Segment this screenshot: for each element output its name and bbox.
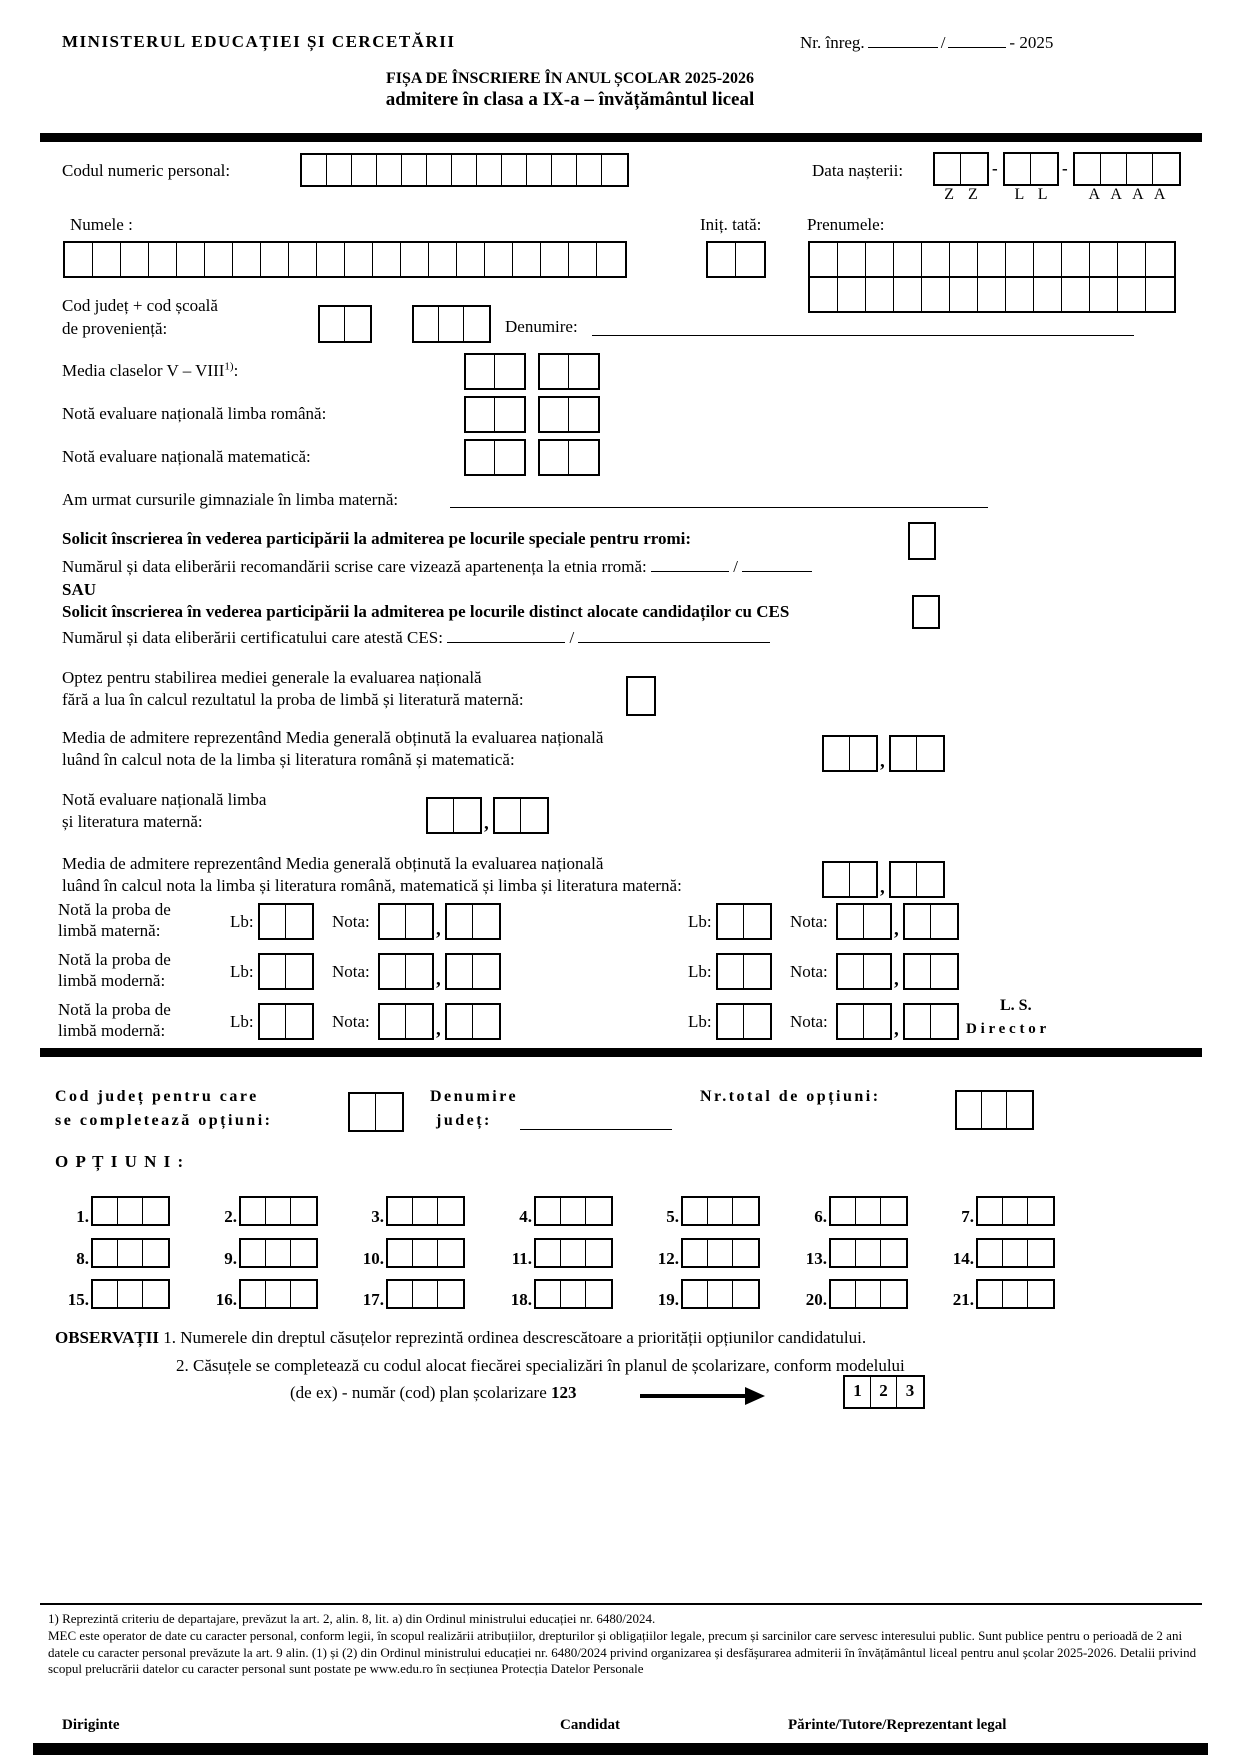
nota-limba-materna-int-cells[interactable] [426, 797, 482, 834]
option-item[interactable] [203, 1238, 318, 1268]
option-cells[interactable] [829, 1238, 908, 1268]
rromi-detail-line: Numărul și data eliberării recomandării scrise care vizează apartenența la etnia rromă: / [62, 556, 812, 577]
decimal-comma: , [880, 751, 885, 772]
school-name-blank[interactable] [592, 316, 1134, 336]
option-cells[interactable] [91, 1196, 170, 1226]
birth-hint-day: Z Z [944, 186, 978, 203]
footnote-ref: 1) [224, 360, 234, 373]
optez-label-line2: fără a lua în calcul rezultatul la proba de limbă și literatură maternă: [62, 690, 524, 709]
denumire-judet-blank[interactable] [520, 1110, 672, 1130]
birth-year-cells[interactable] [1073, 152, 1181, 186]
option-number: 4. [519, 1207, 532, 1227]
option-item[interactable] [55, 1238, 170, 1268]
option-cells[interactable] [681, 1279, 760, 1309]
registration-number-blank[interactable] [868, 35, 938, 48]
option-number: 12. [657, 1249, 679, 1269]
slash: / [940, 33, 946, 52]
proba2-right-nota-int-cells[interactable] [836, 953, 892, 990]
option-cells[interactable] [386, 1196, 465, 1226]
option-cells[interactable] [681, 1238, 760, 1268]
director-label: D i r e c t o r [966, 1021, 1047, 1037]
media-admitere1-int-cells[interactable] [822, 735, 878, 772]
option-number: 13. [805, 1249, 827, 1269]
ces-request-label: Solicit înscrierea în vederea participării la admiterea pe locurile distinct alocate candidaților cu CES [62, 602, 790, 621]
nota-label: Nota: [332, 912, 370, 931]
proba3-right-lb-cells[interactable] [716, 1003, 772, 1040]
decimal-comma: , [484, 813, 489, 834]
proba1-left-nota-dec-cells[interactable] [445, 903, 501, 940]
proba3-right-nota-dec-cells[interactable] [903, 1003, 959, 1040]
dash: - [992, 159, 998, 178]
lb-label: Lb: [230, 962, 254, 981]
media-admitere1-label-line2: luând în calcul nota de la limba și literatura română și matematică: [62, 750, 515, 769]
observatii-line1 [55, 1327, 866, 1348]
media-admitere2-int-cells[interactable] [822, 861, 878, 898]
county-code-cells[interactable] [318, 305, 372, 343]
option-number: 11. [511, 1249, 532, 1269]
slash: / [733, 557, 738, 576]
arrow-right-icon [640, 1394, 746, 1398]
proba2-left-nota-dec-cells[interactable] [445, 953, 501, 990]
option-number: 20. [805, 1290, 827, 1310]
option-item[interactable] [203, 1196, 318, 1226]
option-item[interactable] [940, 1196, 1055, 1226]
ces-date-blank[interactable] [578, 630, 770, 643]
lastname-cells[interactable] [63, 241, 627, 278]
lb-label: Lb: [688, 962, 712, 981]
option-number: 3. [371, 1207, 384, 1227]
nota-romana-int-cells[interactable] [464, 396, 526, 433]
father-initial-cells[interactable] [706, 241, 766, 278]
option-cells[interactable] [976, 1196, 1055, 1226]
media-v-viii-dec-cells[interactable] [538, 353, 600, 390]
proba2-left-lb-cells[interactable] [258, 953, 314, 990]
option-cells[interactable] [239, 1238, 318, 1268]
option-cells[interactable] [534, 1196, 613, 1226]
county-school-label-line1: Cod județ + cod școală [62, 296, 218, 315]
option-number: 21. [952, 1290, 974, 1310]
proba-label-materna: Notă la proba de limbă maternă: [58, 900, 171, 941]
cnp-cells[interactable] [300, 153, 629, 187]
registration-year: - 2025 [1009, 33, 1054, 52]
nota-matematica-int-cells[interactable] [464, 439, 526, 476]
rromi-request-label: Solicit înscrierea în vederea participării la admiterea pe locurile speciale pentru rromi: [62, 529, 692, 548]
option-number: 10. [362, 1249, 384, 1269]
decimal-comma: , [894, 1019, 899, 1040]
nota-romana-label: Notă evaluare națională limba română: [62, 404, 327, 423]
option-item[interactable] [793, 1238, 908, 1268]
nota-limba-materna-label-line1: Notă evaluare națională limba [62, 790, 267, 809]
option-item[interactable] [498, 1279, 613, 1309]
option-number: 18. [510, 1290, 532, 1310]
lb-label: Lb: [230, 1012, 254, 1031]
divider-bar-middle [40, 1048, 1202, 1057]
footnote-divider [40, 1603, 1202, 1605]
option-item[interactable] [498, 1196, 613, 1226]
registration-number-label: Nr. înreg. [800, 33, 865, 52]
option-item[interactable] [498, 1238, 613, 1268]
lastname-label: Numele : [70, 215, 133, 234]
option-cells[interactable] [386, 1279, 465, 1309]
footnote-1: 1) Reprezintă criteriu de departajare, prevăzut la art. 2, alin. 8, lit. a) din Ordinul ministrului educației nr. 6480/2024. [48, 1611, 656, 1626]
nota-matematica-label: Notă evaluare națională matematică: [62, 447, 311, 466]
observatii-example-code: 123 [551, 1383, 577, 1402]
option-number: 2. [224, 1207, 237, 1227]
proba3-left-nota-int-cells[interactable] [378, 1003, 434, 1040]
ces-detail-line: Numărul și data eliberării certificatului care atestă CES: / [62, 627, 770, 648]
observatii-title: OBSERVAȚII [55, 1328, 159, 1347]
option-item[interactable] [793, 1196, 908, 1226]
decimal-comma: , [880, 877, 885, 898]
decimal-comma: , [436, 919, 441, 940]
option-number: 8. [76, 1249, 89, 1269]
form-title-line2: admitere în clasa a IX-a – învățământul liceal [385, 89, 755, 110]
dash: - [1062, 159, 1068, 178]
option-cells[interactable] [976, 1279, 1055, 1309]
mother-tongue-blank[interactable] [450, 488, 988, 508]
sau-label: SAU [62, 580, 97, 599]
lb-label: Lb: [230, 912, 254, 931]
rromi-date-blank[interactable] [742, 559, 812, 572]
ces-number-blank[interactable] [447, 630, 565, 643]
optez-label-line1: Optez pentru stabilirea mediei generale la evaluarea națională [62, 668, 482, 687]
media-admitere1-label-line1: Media de admitere reprezentând Media generală obținută la evaluarea națională [62, 728, 604, 747]
option-item[interactable] [793, 1279, 908, 1309]
option-cells[interactable] [681, 1196, 760, 1226]
decimal-comma: , [894, 969, 899, 990]
nota-label: Nota: [332, 962, 370, 981]
slash: / [569, 628, 575, 647]
proba2-right-nota-dec-cells[interactable] [903, 953, 959, 990]
nota-romana-dec-cells[interactable] [538, 396, 600, 433]
option-number: 19. [657, 1290, 679, 1310]
media-v-viii-int-cells[interactable] [464, 353, 526, 390]
birth-hint-month: L L [1014, 186, 1048, 203]
proba2-right-lb-cells[interactable] [716, 953, 772, 990]
school-name-label: Denumire: [505, 317, 578, 336]
proba2-left-nota-int-cells[interactable] [378, 953, 434, 990]
optiuni-county-label-line2: se completează opțiuni: [55, 1112, 273, 1129]
option-number: 7. [961, 1207, 974, 1227]
option-cells[interactable] [534, 1238, 613, 1268]
birth-day-cells[interactable] [933, 152, 989, 186]
birth-hint-year: A A A A [1088, 186, 1166, 203]
ls-label: L. S. [1000, 997, 1032, 1014]
firstname-cells-row1[interactable] [808, 241, 1176, 278]
example-code-cells [843, 1375, 925, 1409]
option-item[interactable] [55, 1279, 170, 1309]
decimal-comma: , [894, 919, 899, 940]
media-admitere2-label-line2: luând în calcul nota la limba și literatura română, matematică și limba și literatura maternă: [62, 876, 682, 895]
registration-number-blank-2[interactable] [948, 35, 1006, 48]
media-admitere2-dec-cells[interactable] [889, 861, 945, 898]
proba-label-moderna-1: Notă la proba de limbă modernă: [58, 950, 171, 991]
registration-number-line [800, 33, 1053, 53]
option-item[interactable] [940, 1238, 1055, 1268]
option-item[interactable] [55, 1196, 170, 1226]
option-item[interactable] [645, 1238, 760, 1268]
birth-month-cells[interactable] [1003, 152, 1059, 186]
optiuni-title: O P Ț I U N I : [55, 1152, 185, 1171]
divider-bar-bottom [33, 1743, 1208, 1755]
signature-parinte: Părinte/Tutore/Reprezentant legal [788, 1717, 1007, 1733]
option-cells[interactable] [239, 1279, 318, 1309]
option-number: 17. [362, 1290, 384, 1310]
denumire-judet-label-line2: județ: [436, 1112, 492, 1129]
signature-candidat: Candidat [559, 1717, 621, 1733]
nota-limba-materna-dec-cells[interactable] [493, 797, 549, 834]
rromi-number-blank[interactable] [651, 559, 729, 572]
example-cell: 2 [871, 1377, 897, 1407]
proba3-left-lb-cells[interactable] [258, 1003, 314, 1040]
gdpr-text: MEC este operator de date cu caracter personal, conform legii, în scopul realizării atribuțiilor, drepturilor și obligațiilor legale, precum și sarcinilor care servesc interesului public. Sunt publice pentru o perioadă de 2 ani datele cu caracter personal prevăzute la art. 9 alin. (1) și (2) din Ordinul ministrului educației nr. 6480/2024 privind organizarea și desfășurarea admiterii în învățământul liceal pentru anul școlar 2025-2026. Detalii privind scopul prelucrării datelor cu caracter personal sunt postate pe www.edu.ro în secțiunea Protecția Datelor Personale [48, 1628, 1197, 1677]
total-optiuni-cells[interactable] [955, 1090, 1034, 1130]
option-item[interactable] [350, 1238, 465, 1268]
option-number: 5. [666, 1207, 679, 1227]
decimal-comma: , [436, 969, 441, 990]
option-cells[interactable] [534, 1279, 613, 1309]
lb-label: Lb: [688, 912, 712, 931]
mother-tongue-label: Am urmat cursurile gimnaziale în limba maternă: [62, 490, 399, 509]
nota-label: Nota: [790, 962, 828, 981]
option-cells[interactable] [91, 1279, 170, 1309]
option-item[interactable] [203, 1279, 318, 1309]
signature-diriginte: Diriginte [62, 1717, 120, 1733]
option-cells[interactable] [829, 1279, 908, 1309]
option-item[interactable] [645, 1196, 760, 1226]
option-item[interactable] [350, 1196, 465, 1226]
proba3-right-nota-int-cells[interactable] [836, 1003, 892, 1040]
option-item[interactable] [940, 1279, 1055, 1309]
optiuni-county-cells[interactable] [348, 1092, 404, 1132]
option-number: 15. [67, 1290, 89, 1310]
option-number: 6. [814, 1207, 827, 1227]
divider-bar-top [40, 133, 1202, 142]
example-cell: 1 [845, 1377, 871, 1407]
father-initial-label: Iniț. tată: [700, 215, 762, 234]
firstname-label: Prenumele: [807, 215, 885, 234]
option-item[interactable] [350, 1279, 465, 1309]
ces-checkbox[interactable] [912, 595, 940, 629]
option-cells[interactable] [829, 1196, 908, 1226]
total-optiuni-label: Nr.total de opțiuni: [700, 1088, 881, 1105]
nota-matematica-dec-cells[interactable] [538, 439, 600, 476]
option-cells[interactable] [91, 1238, 170, 1268]
optiuni-county-label-line1: Cod județ pentru care [55, 1088, 259, 1105]
county-school-label-line2: de proveniență: [62, 319, 168, 338]
cnp-label: Codul numeric personal: [62, 161, 231, 180]
proba3-left-nota-dec-cells[interactable] [445, 1003, 501, 1040]
proba1-left-nota-int-cells[interactable] [378, 903, 434, 940]
nota-label: Nota: [790, 1012, 828, 1031]
proba1-right-lb-cells[interactable] [716, 903, 772, 940]
nota-limba-materna-label-line2: și literatura maternă: [62, 812, 203, 831]
observatii-example-line: (de ex) - număr (cod) plan școlarizare 123 [290, 1383, 577, 1402]
denumire-judet-label-line1: Denumire [430, 1088, 519, 1105]
nota-label: Nota: [332, 1012, 370, 1031]
proba1-left-lb-cells[interactable] [258, 903, 314, 940]
option-number: 16. [215, 1290, 237, 1310]
option-number: 9. [224, 1249, 237, 1269]
decimal-comma: , [436, 1019, 441, 1040]
option-cells[interactable] [386, 1238, 465, 1268]
arrow-right-icon [745, 1387, 765, 1405]
media-v-viii-label: Media claselor V – VIII$^{1)}$: [62, 360, 239, 380]
option-number: 1. [76, 1207, 89, 1227]
nota-label: Nota: [790, 912, 828, 931]
optez-checkbox[interactable] [626, 676, 656, 716]
option-cells[interactable] [239, 1196, 318, 1226]
proba1-right-nota-int-cells[interactable] [836, 903, 892, 940]
option-cells[interactable] [976, 1238, 1055, 1268]
birth-date-label: Data nașterii: [812, 161, 904, 180]
observatii-item1: 1. Numerele din dreptul căsuțelor reprezintă ordinea descrescătoare a priorității opțiunilor candidatului. [163, 1328, 867, 1347]
media-admitere1-dec-cells[interactable] [889, 735, 945, 772]
firstname-cells-row2[interactable] [808, 276, 1176, 313]
observatii-item2: 2. Căsuțele se completează cu codul alocat fiecărei specializări în planul de școlarizare, conform modelului [176, 1356, 905, 1375]
media-admitere2-label-line1: Media de admitere reprezentând Media generală obținută la evaluarea națională [62, 854, 604, 873]
proba1-right-nota-dec-cells[interactable] [903, 903, 959, 940]
rromi-checkbox[interactable] [908, 522, 936, 560]
example-cell: 3 [905, 1381, 915, 1400]
proba-label-moderna-2: Notă la proba de limbă modernă: [58, 1000, 171, 1041]
form-title-line1: FIȘA DE ÎNSCRIERE ÎN ANUL ȘCOLAR 2025-2026 [385, 70, 755, 87]
lb-label: Lb: [688, 1012, 712, 1031]
option-item[interactable] [645, 1279, 760, 1309]
school-code-cells[interactable] [412, 305, 491, 343]
option-number: 14. [952, 1249, 974, 1269]
ministry-title: MINISTERUL EDUCAȚIEI ȘI CERCETĂRII [62, 32, 456, 51]
